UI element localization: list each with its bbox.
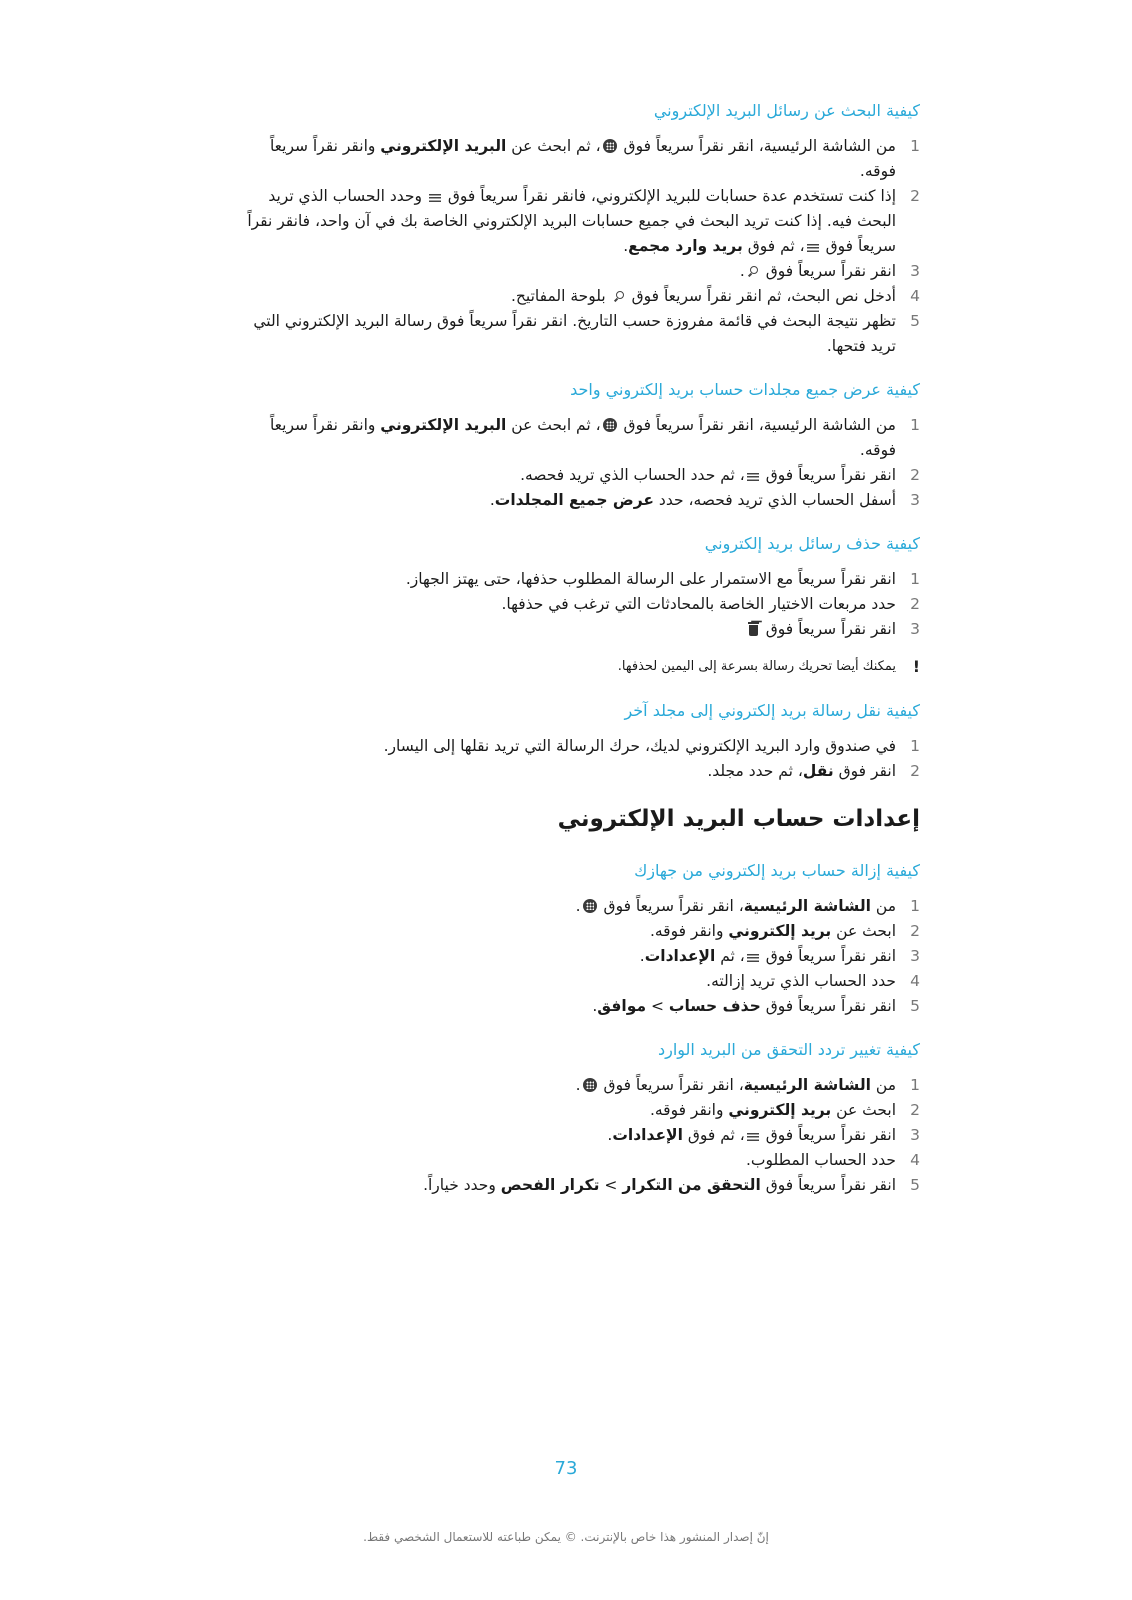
step-text: انقر نقراً سريعاً فوق: [760, 466, 896, 484]
steps-list: [240, 134, 920, 359]
sections-group-1: [240, 100, 920, 784]
step-item: [240, 1073, 920, 1098]
step-number: 3: [910, 1126, 920, 1144]
step-number: 4: [910, 1151, 920, 1169]
step-text: .: [575, 897, 581, 915]
tip-note-text: يمكنك أيضا تحريك رسالة بسرعة إلى اليمين لحذفها.: [617, 659, 896, 674]
step-bold-term: بريد إلكتروني: [728, 922, 832, 940]
menu-icon: [747, 472, 759, 482]
menu-icon: [807, 243, 819, 253]
step-number: 5: [910, 997, 920, 1015]
step-bold-term: نقل: [802, 762, 834, 780]
step-text: انقر نقراً سريعاً فوق: [760, 620, 896, 638]
step-bold-term: الشاشة الرئيسية: [743, 1076, 871, 1094]
apps-icon: [603, 418, 617, 432]
step-text: ابحث عن: [831, 922, 896, 940]
step-item: [240, 284, 920, 309]
step-text: .: [623, 237, 629, 255]
apps-icon: [583, 899, 597, 913]
step-text: أدخل نص البحث، ثم انقر نقراً سريعاً فوق: [626, 287, 896, 305]
step-bold-term: الإعدادات: [612, 1126, 683, 1144]
exclamation-icon: !: [912, 657, 920, 676]
step-bold-term: التحقق من التكرار: [622, 1176, 761, 1194]
step-number: 1: [910, 570, 920, 588]
step-text: .: [489, 491, 495, 509]
step-text: ، انقر نقراً سريعاً فوق: [598, 897, 744, 915]
footer-copyright: إنّ إصدار المنشور هذا خاص بالإنترنت. © يمكن طباعته للاستعمال الشخصي فقط.: [363, 1530, 769, 1544]
step-number: 3: [910, 620, 920, 638]
step-text: ابحث عن: [831, 1101, 896, 1119]
step-text: انقر نقراً سريعاً فوق: [760, 947, 896, 965]
step-item: [240, 567, 920, 592]
step-text: وحدد الحساب الذي تريد البحث فيه. إذا كنت تريد البحث في جميع حسابات البريد الإلكتروني الخاصة بك في آن واحد، فانقر نقراً سريعاً فوق: [247, 187, 896, 255]
step-number: 5: [910, 312, 920, 330]
step-text: انقر نقراً سريعاً فوق: [760, 1176, 896, 1194]
step-item: [240, 1148, 920, 1173]
step-bold-term: البريد الإلكتروني: [380, 416, 507, 434]
step-text: تظهر نتيجة البحث في قائمة مفروزة حسب التاريخ. انقر نقراً سريعاً فوق رسالة البريد الإلكتروني التي تريد فتحها.: [253, 312, 896, 355]
section-title: كيفية تغيير تردد التحقق من البريد الوارد: [657, 1040, 920, 1059]
step-number: 3: [910, 947, 920, 965]
page-number: 73: [554, 1458, 578, 1479]
step-text: في صندوق وارد البريد الإلكتروني لديك، حرك الرسالة التي تريد نقلها إلى اليسار.: [383, 737, 896, 755]
menu-icon: [747, 1132, 759, 1142]
search-icon: [613, 291, 625, 303]
step-text: حدد الحساب المطلوب.: [745, 1151, 896, 1169]
section-title: كيفية نقل رسالة بريد إلكتروني إلى مجلد آخر: [624, 701, 920, 720]
section-title: كيفية إزالة حساب بريد إلكتروني من جهازك: [634, 861, 920, 880]
step-bold-term: بريد إلكتروني: [728, 1101, 832, 1119]
step-text: وانقر فوقه.: [649, 922, 729, 940]
step-text: حدد الحساب الذي تريد إزالته.: [706, 972, 896, 990]
step-bold-term: الإعدادات: [644, 947, 716, 965]
section-title: كيفية عرض جميع مجلدات حساب بريد إلكتروني واحد: [570, 380, 920, 399]
step-number: 4: [910, 287, 920, 305]
step-text: انقر نقراً سريعاً مع الاستمرار على الرسالة المطلوب حذفها، حتى يهتز الجهاز.: [405, 570, 896, 588]
step-item: [240, 734, 920, 759]
step-text: ، ثم: [715, 947, 745, 965]
step-text: من: [870, 897, 896, 915]
step-item: [240, 894, 920, 919]
apps-icon: [603, 139, 617, 153]
step-text: >: [599, 1176, 623, 1194]
step-number: 1: [910, 737, 920, 755]
step-number: 1: [910, 137, 920, 155]
step-text: >: [646, 997, 669, 1015]
step-item: [240, 184, 920, 259]
step-text: بلوحة المفاتيح.: [510, 287, 611, 305]
steps-list: [240, 413, 920, 513]
steps-list: [240, 1073, 920, 1198]
step-text: ، ثم حدد الحساب الذي تريد فحصه.: [520, 466, 745, 484]
step-bold-term: موافق: [597, 997, 647, 1015]
menu-icon: [429, 193, 441, 203]
step-item: [240, 969, 920, 994]
step-text: وانقر نقراً سريعاً فوقه.: [269, 137, 896, 180]
menu-icon: [747, 953, 759, 963]
step-text: انقر فوق: [833, 762, 896, 780]
steps-list: [240, 894, 920, 1019]
step-item: [240, 994, 920, 1019]
page-content: [240, 100, 920, 1218]
step-number: 2: [910, 762, 920, 780]
step-bold-term: حذف حساب: [668, 997, 761, 1015]
step-item: [240, 1173, 920, 1198]
step-text: انقر نقراً سريعاً فوق: [760, 262, 896, 280]
step-item: [240, 463, 920, 488]
step-item: [240, 944, 920, 969]
search-icon: [747, 266, 759, 278]
apps-icon: [583, 1078, 597, 1092]
step-text: .: [575, 1076, 581, 1094]
step-text: ، انقر نقراً سريعاً فوق: [598, 1076, 744, 1094]
step-text: أسفل الحساب الذي تريد فحصه، حدد: [653, 491, 896, 509]
section-title: كيفية البحث عن رسائل البريد الإلكتروني: [653, 101, 920, 120]
step-number: 2: [910, 1101, 920, 1119]
step-number: 1: [910, 416, 920, 434]
step-item: [240, 759, 920, 784]
step-text: من الشاشة الرئيسية، انقر نقراً سريعاً فوق: [618, 137, 896, 155]
step-text: ، ثم فوق: [682, 1126, 745, 1144]
tip-note: [240, 656, 920, 678]
step-bold-term: عرض جميع المجلدات: [494, 491, 654, 509]
step-item: [240, 488, 920, 513]
step-text: حدد مربعات الاختيار الخاصة بالمحادثات التي ترغب في حذفها.: [501, 595, 896, 613]
step-text: ، ثم ابحث عن: [506, 137, 601, 155]
step-item: [240, 1123, 920, 1148]
step-text: .: [592, 997, 598, 1015]
step-number: 2: [910, 922, 920, 940]
step-number: 2: [910, 466, 920, 484]
step-text: انقر نقراً سريعاً فوق: [760, 997, 896, 1015]
step-number: 3: [910, 491, 920, 509]
step-bold-term: البريد الإلكتروني: [380, 137, 507, 155]
step-item: [240, 1098, 920, 1123]
step-text: إذا كنت تستخدم عدة حسابات للبريد الإلكتروني، فانقر نقراً سريعاً فوق: [442, 187, 896, 205]
step-text: من الشاشة الرئيسية، انقر نقراً سريعاً فوق: [618, 416, 896, 434]
step-item: [240, 592, 920, 617]
steps-list: [240, 734, 920, 784]
step-item: [240, 919, 920, 944]
step-number: 2: [910, 595, 920, 613]
step-text: .: [639, 947, 645, 965]
step-item: [240, 259, 920, 284]
step-bold-term: تكرار الفحص: [500, 1176, 600, 1194]
step-item: [240, 134, 920, 184]
step-number: 5: [910, 1176, 920, 1194]
step-number: 4: [910, 972, 920, 990]
steps-list: [240, 567, 920, 642]
step-bold-term: بريد وارد مجمع: [628, 237, 743, 255]
step-text: وانقر فوقه.: [649, 1101, 729, 1119]
step-item: [240, 617, 920, 642]
chapter-title: إعدادات حساب البريد الإلكتروني: [557, 806, 920, 832]
step-item: [240, 309, 920, 359]
step-text: وحدد خياراً.: [423, 1176, 501, 1194]
step-text: من: [870, 1076, 896, 1094]
step-item: [240, 413, 920, 463]
step-text: ، ثم ابحث عن: [506, 416, 601, 434]
step-number: 1: [910, 1076, 920, 1094]
step-text: انقر نقراً سريعاً فوق: [760, 1126, 896, 1144]
step-number: 3: [910, 262, 920, 280]
section-title: كيفية حذف رسائل بريد إلكتروني: [704, 534, 920, 553]
step-text: وانقر نقراً سريعاً فوقه.: [269, 416, 896, 459]
step-text: .: [739, 262, 745, 280]
sections-group-2: [240, 860, 920, 1198]
step-number: 1: [910, 897, 920, 915]
step-text: .: [607, 1126, 613, 1144]
step-number: 2: [910, 187, 920, 205]
step-text: ، ثم حدد مجلد.: [707, 762, 803, 780]
step-bold-term: الشاشة الرئيسية: [743, 897, 871, 915]
trash-icon: [748, 622, 759, 636]
step-text: ، ثم فوق: [742, 237, 805, 255]
